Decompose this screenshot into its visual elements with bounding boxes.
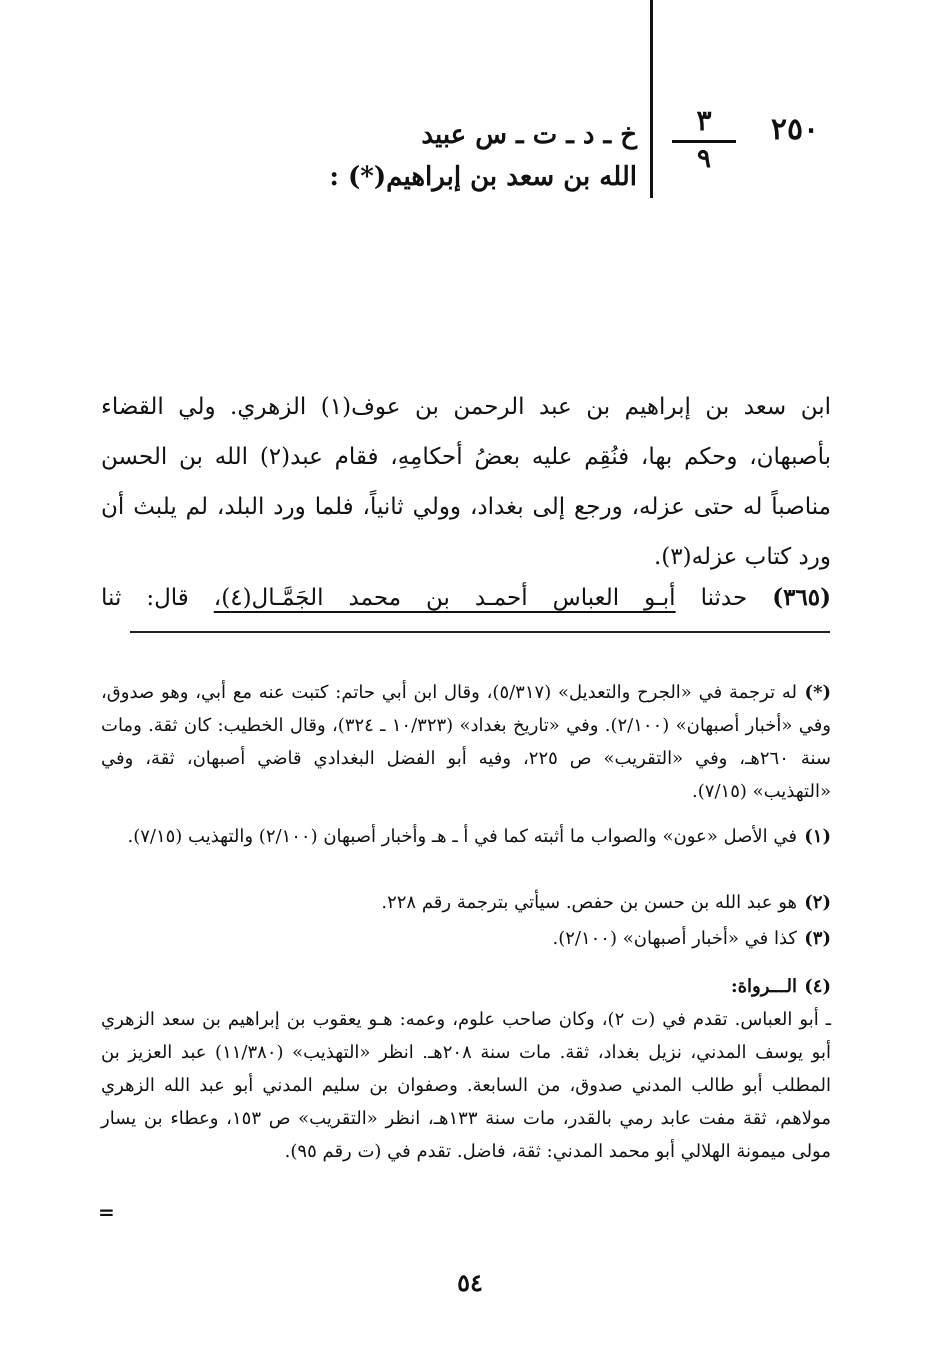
biography-paragraph: ابن سعد بن إبراهيم بن عبد الرحمن بن عوف(١) الزهري. ولي القضاء بأصبهان، وحكم بها، فنُقِم عليه بعضُ أحكامِهِ، فقام عبد(٢) الله بن الحسن مناصباً له حتى عزله، ورجع إلى بغداد، وولي ثانياً، فلما ورد البلد، لم يلبث أن ورد كتاب عزله(٣). xyxy=(101,394,831,570)
footnote-text: كذا في «أخبار أصبهان» (٢/١٠٠). xyxy=(552,928,797,949)
footnote-star xyxy=(101,676,831,808)
entry-number: ٢٥٠ xyxy=(770,112,820,147)
title-line-2: الله بن سعد بن إبراهيم(*) : xyxy=(329,162,637,192)
footnote-3 xyxy=(101,922,831,955)
title-line-1: خ ـ د ـ ت ـ س عبيد xyxy=(421,120,637,150)
narration-tail: قال: ثنا xyxy=(101,585,189,611)
narration-lead: حدثنا xyxy=(700,585,748,611)
footnote-text: في الأصل «عون» والصواب ما أثبته كما في أ ـ هـ وأخبار أصبهان (٢/١٠٠) والتهذيب (٧/١٥). xyxy=(127,826,797,847)
header-divider xyxy=(650,0,653,198)
footnote-text: هو عبد الله بن حسن بن حفص. سيأتي بترجمة رقم ٢٢٨. xyxy=(381,892,797,913)
footnote-marker: (١) xyxy=(804,826,831,847)
footnote-text: له ترجمة في «الجرح والتعديل» (٥/٣١٧)، وقال ابن أبي حاتم: كتبت عنه مع أبي، وهو صدوق، وفي «أخبار أصبهان» (٢/١٠٠). وفي «تاريخ بغداد» (١٠/٣٢٣ ـ ٣٢٤)، وقال الخطيب: كان ثقة. ومات سنة ٢٦٠هـ، وفي «التقريب» ص ٢٢٥، وفيه أبو الفضل البغدادي قاضي أصبهان، ثقة، وفي «التهذيب» (٧/١٥). xyxy=(101,682,831,802)
footnote-1 xyxy=(101,820,831,853)
narrators-heading: الـــرواة: xyxy=(730,976,797,997)
footnote-marker: (٤) xyxy=(804,976,831,997)
fraction-bar xyxy=(672,140,736,143)
narration-line xyxy=(101,578,831,618)
volume-fraction xyxy=(672,104,736,173)
narrator-name: أبـو العباس أحمـد بن محمد الجَمَّـال(٤)، xyxy=(213,585,676,611)
footnote-4 xyxy=(101,970,831,1168)
fraction-denominator: ٩ xyxy=(697,144,711,174)
narration-number: (٣٦٥) xyxy=(772,584,832,611)
narrators-text: ـ أبو العباس. تقدم في (ت ٢)، وكان صاحب علوم، وعمه: هـو يعقوب بن إبراهيم بن سعد الزهري أبو يوسف المدني، نزيل بغداد، ثقة. مات سنة ٢٠٨هـ. انظر «التهذيب» (١١/٣٨٠) عبد العزيز بن المطلب أبو طالب المدني صدوق، من السابعة. وصفوان بن سليم المدني أبو عبد الله الزهري مولاهم، ثقة مفت عابد رمي بالقدر، مات سنة ١٣٣هـ، انظر «التقريب» ص ١٥٣، وعطاء بن يسار مولى ميمونة الهلالي أبو محمد المدني: ثقة، فاضل. تقدم في (ت رقم ٩٥). xyxy=(101,1009,831,1162)
footnote-marker: (٢) xyxy=(804,892,831,913)
footnote-marker: (*) xyxy=(804,682,831,703)
footnote-separator xyxy=(130,631,830,633)
continuation-mark: = xyxy=(98,1200,115,1224)
fraction-numerator: ٣ xyxy=(696,104,712,137)
footnote-2 xyxy=(101,886,831,919)
entry-title xyxy=(317,114,637,198)
footnote-marker: (٣) xyxy=(804,928,831,949)
page-number: ٥٤ xyxy=(457,1268,483,1297)
